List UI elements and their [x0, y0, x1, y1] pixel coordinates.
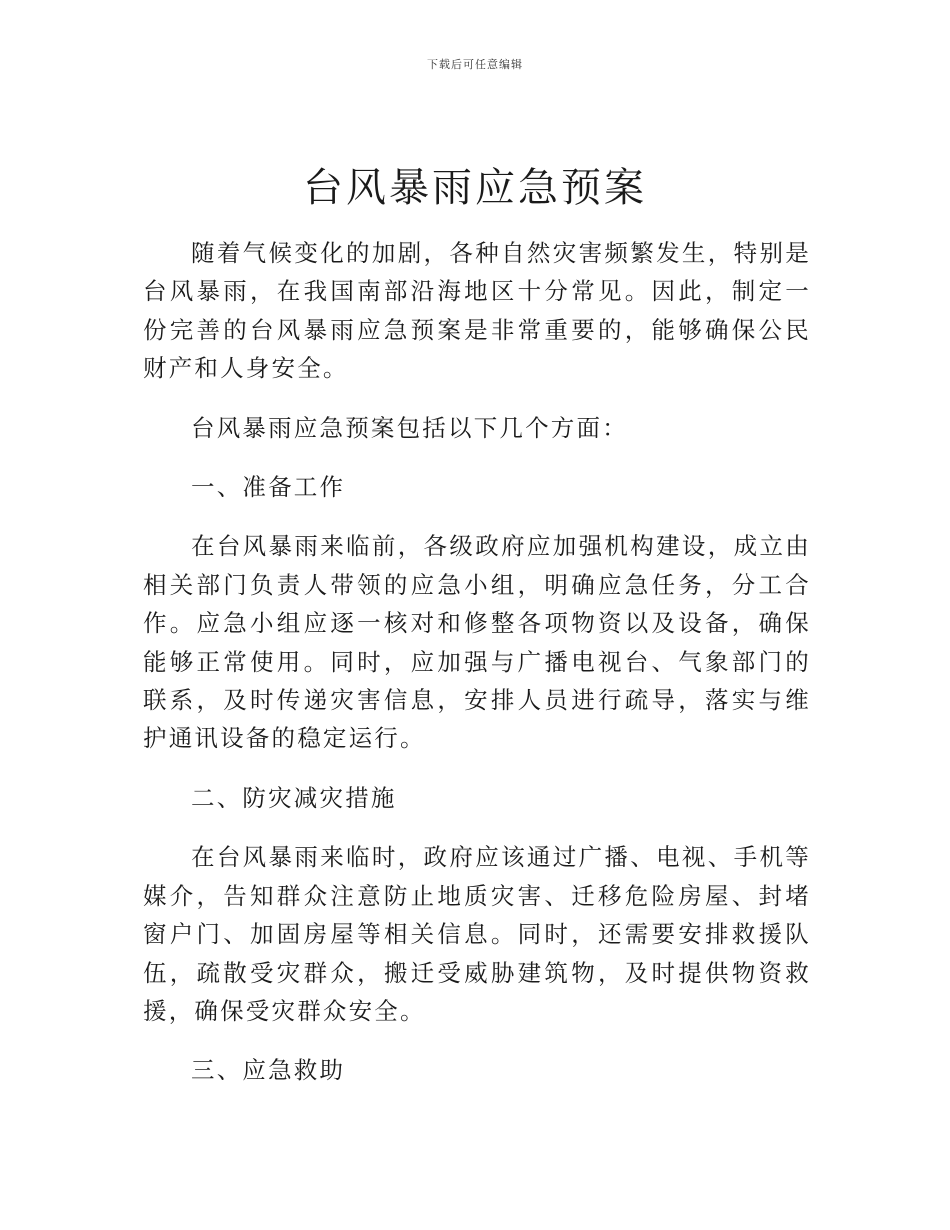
section-heading-preparation: 一、准备工作	[191, 473, 346, 502]
document-title: 台风暴雨应急预案	[303, 165, 647, 211]
section-heading-prevention: 二、防灾减灾措施	[191, 783, 397, 812]
intro-paragraph: 随着气候变化的加剧，各种自然灾害频繁发生，特别是台风暴雨，在我国南部沿海地区十分常见。因此，制定一份完善的台风暴雨应急预案是非常重要的，能够确保公民财产和人身安全。	[143, 239, 811, 383]
overview-line: 台风暴雨应急预案包括以下几个方面：	[191, 413, 628, 442]
section-body-preparation: 在台风暴雨来临前，各级政府应加强机构建设，成立由相关部门负责人带领的应急小组，明确应急任务，分工合作。应急小组应逐一核对和修整各项物资以及设备，确保能够正常使用。同时，应加强与广播电视台、气象部门的联系，及时传递灾害信息，安排人员进行疏导，落实与维护通讯设备的稳定运行。	[143, 532, 811, 753]
section-heading-relief: 三、应急救助	[191, 1056, 346, 1085]
header-note: 下载后可任意编辑	[427, 58, 523, 71]
document-body	[143, 234, 811, 1111]
section-body-prevention: 在台风暴雨来临时，政府应该通过广播、电视、手机等媒介，告知群众注意防止地质灾害、迁移危险房屋、封堵窗户门、加固房屋等相关信息。同时，还需要安排救援队伍，疏散受灾群众，搬迁受威胁建筑物，及时提供物资救援，确保受灾群众安全。	[143, 843, 811, 1025]
